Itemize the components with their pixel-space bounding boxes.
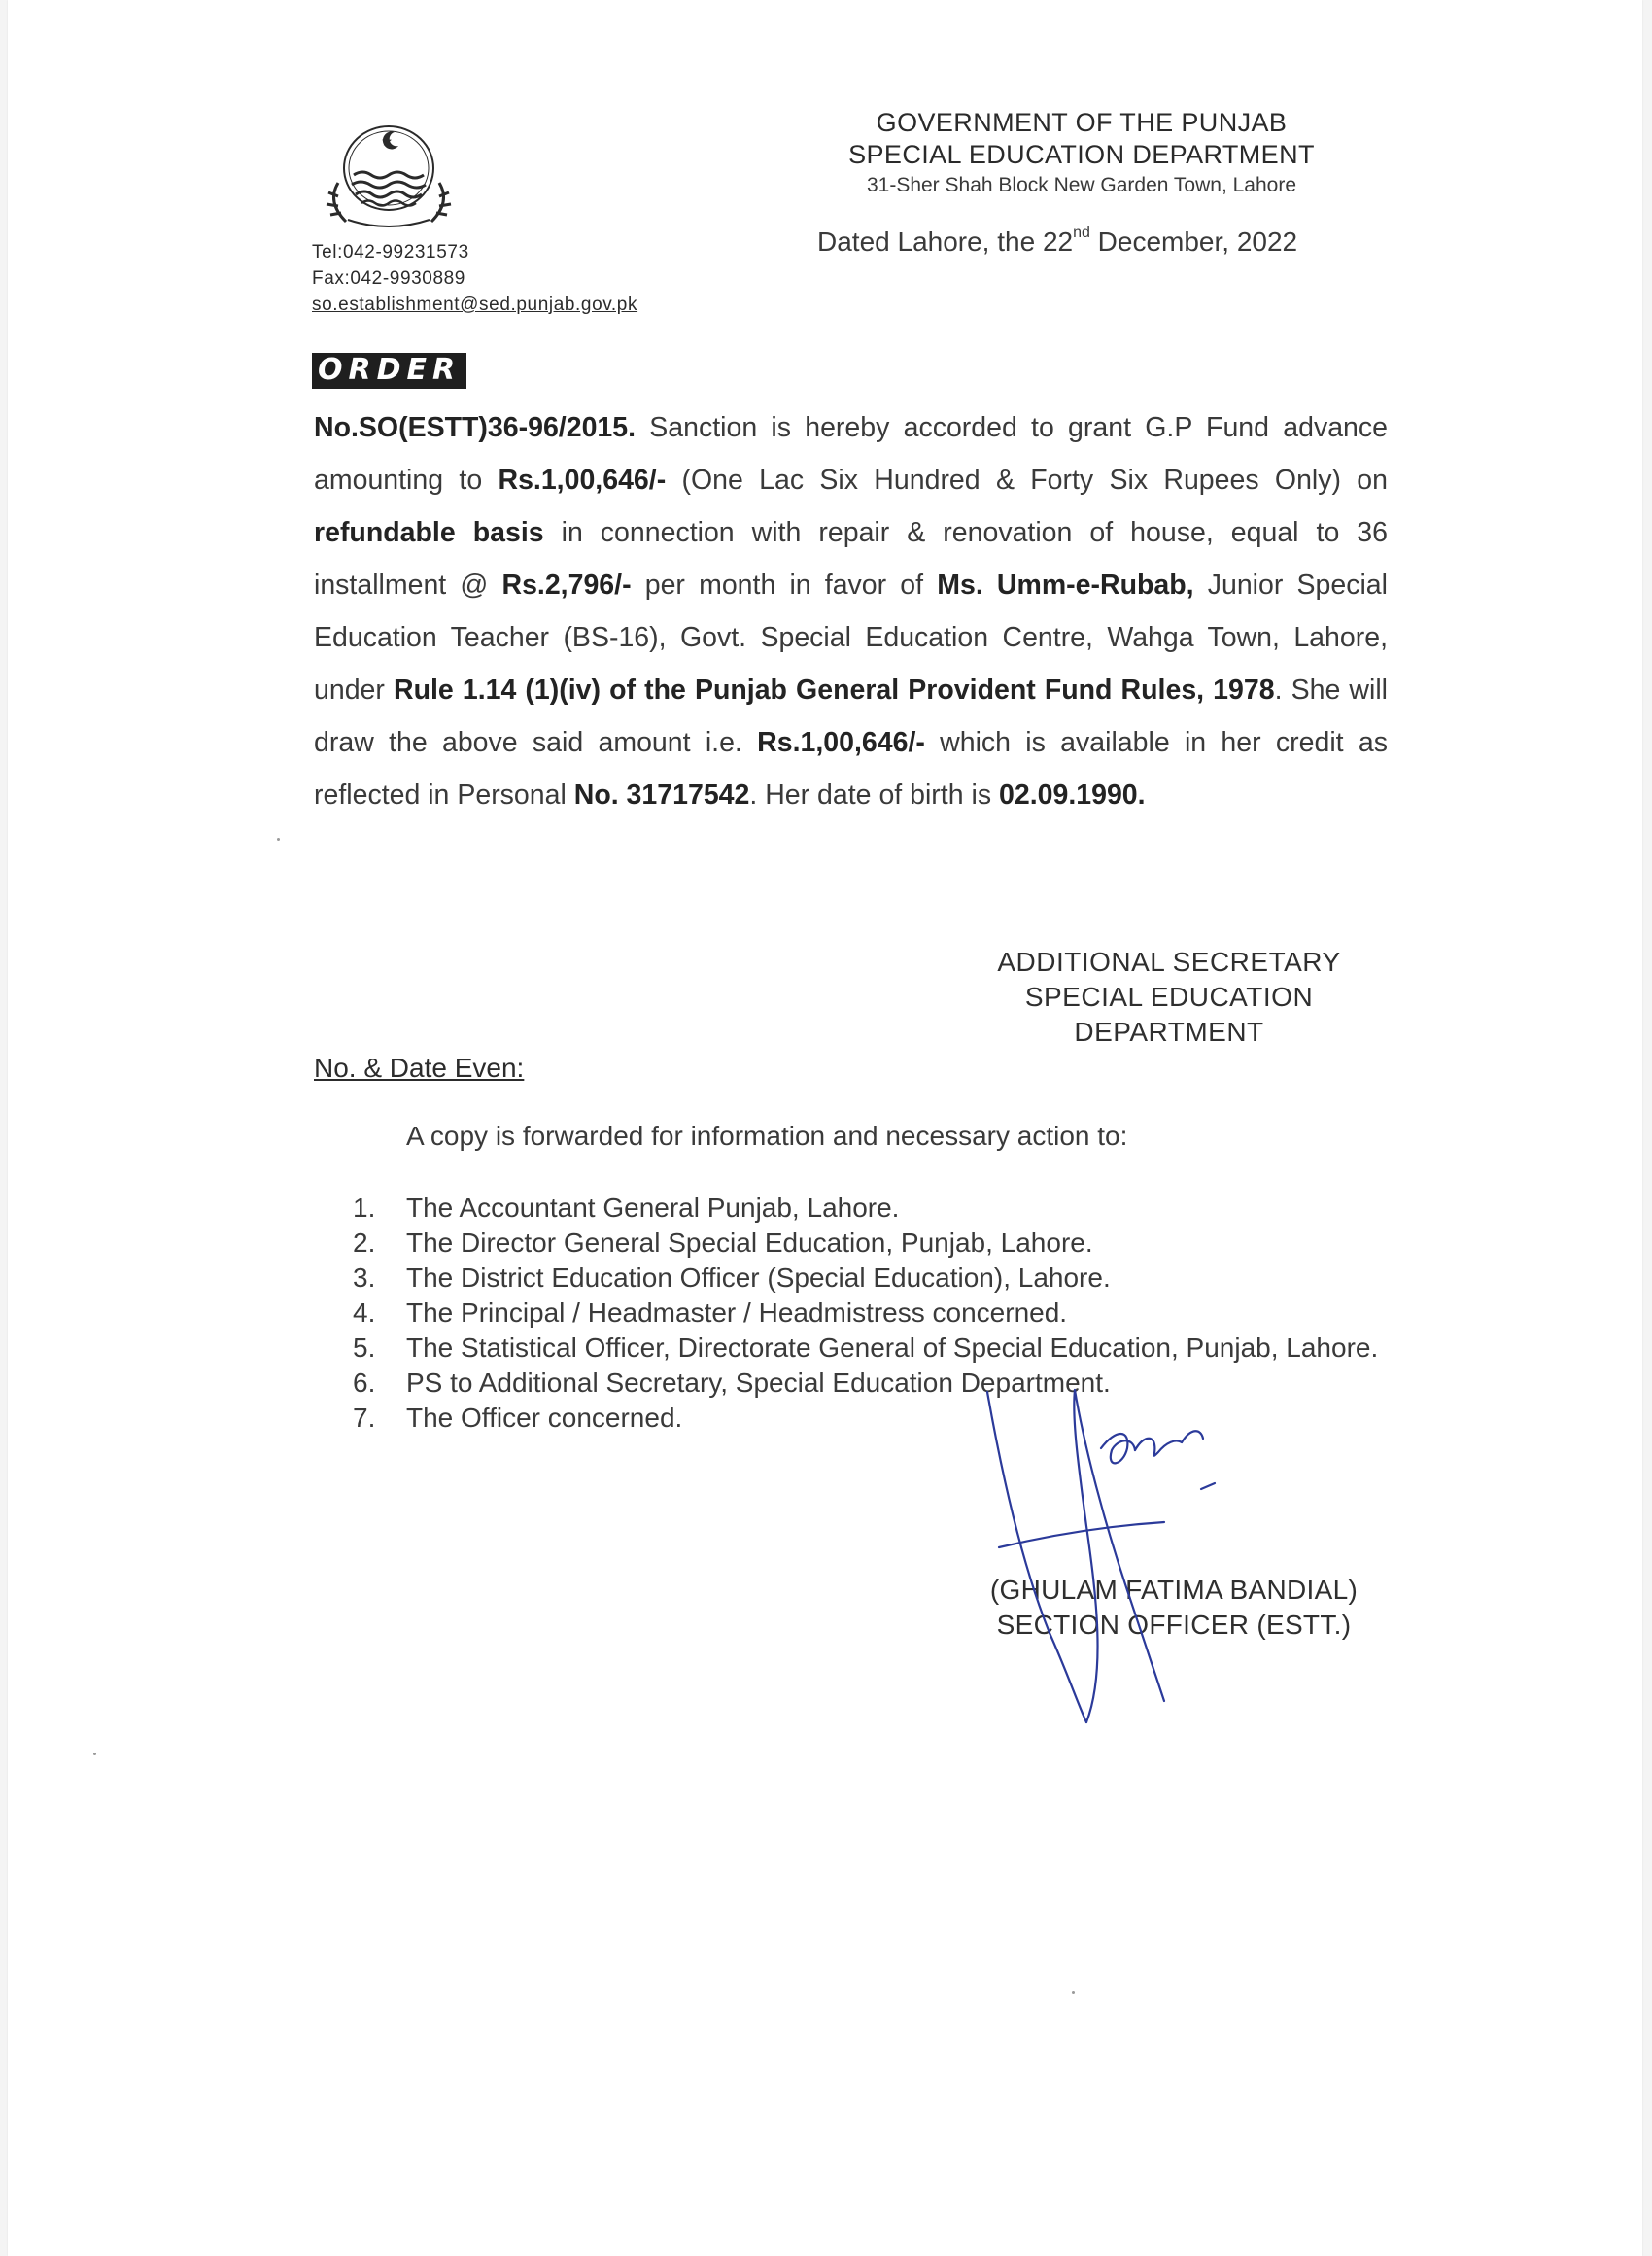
list-number: 4. <box>353 1298 376 1328</box>
rule-reference: Rule 1.14 (1)(iv) of the Punjab General Provident Fund Rules, 1978 <box>394 675 1275 706</box>
list-item <box>353 1191 1393 1226</box>
employee-name: Ms. Umm-e-Rubab, <box>937 570 1194 601</box>
refundable-basis: refundable basis <box>314 517 544 548</box>
dated-line <box>817 226 1297 258</box>
body-text: Junior Special Education Teacher (BS-16), Govt. Special Education Centre, Wahga Town, Lahore, under <box>314 570 1388 706</box>
list-text: The District Education Officer (Special Education), Lahore. <box>406 1263 1111 1293</box>
list-number: 1. <box>353 1193 376 1223</box>
officer-designation: SECTION OFFICER (ESTT.) <box>996 1610 1352 1640</box>
list-text: PS to Additional Secretary, Special Education Department. <box>406 1368 1111 1398</box>
installment-amount: Rs.2,796/- <box>501 570 632 601</box>
additional-secretary-line2: SPECIAL EDUCATION <box>1024 982 1314 1012</box>
copy-forwarded-line: A copy is forwarded for information and necessary action to: <box>406 1121 1128 1151</box>
date-of-birth: 02.09.1990. <box>999 780 1146 811</box>
additional-secretary-line1: ADDITIONAL SECRETARY <box>997 947 1341 977</box>
reference-number: No.SO(ESTT)36-96/2015. <box>314 412 637 443</box>
list-text: The Statistical Officer, Directorate General of Special Education, Punjab, Lahore. <box>406 1333 1379 1363</box>
list-text: The Accountant General Punjab, Lahore. <box>406 1193 900 1223</box>
department-heading <box>805 107 1359 200</box>
no-date-even-heading: No. & Date Even: <box>314 1053 525 1083</box>
scan-speck <box>1072 1991 1075 1994</box>
list-item <box>353 1226 1393 1261</box>
body-text: which is available in her credit as reflected in Personal <box>314 727 1388 811</box>
scan-speck <box>93 1753 96 1755</box>
advance-amount: Rs.1,00,646/- <box>498 465 667 496</box>
list-item <box>353 1331 1393 1366</box>
personal-number: No. 31717542 <box>573 780 750 811</box>
list-text: The Director General Special Education, Punjab, Lahore. <box>406 1228 1093 1258</box>
list-number: 5. <box>353 1333 376 1363</box>
additional-secretary-block <box>965 945 1373 1050</box>
draw-amount: Rs.1,00,646/- <box>757 727 925 758</box>
telephone: Tel:042-99231573 <box>312 242 469 262</box>
body-text: in connection with repair & renovation of house, equal to 36 installment @ <box>314 517 1389 601</box>
body-text: . She will draw the above said amount i.e. <box>314 675 1388 758</box>
list-number: 7. <box>353 1403 376 1433</box>
body-text: (One Lac Six Hundred & Forty Six Rupees Only) on <box>666 465 1389 496</box>
officer-name: (GHULAM FATIMA BANDIAL) <box>989 1575 1359 1605</box>
contact-block <box>312 239 637 318</box>
department-title: SPECIAL EDUCATION DEPARTMENT <box>848 140 1315 169</box>
order-body <box>314 401 1388 821</box>
body-text: . Her date of birth is <box>749 780 999 811</box>
dated-ordinal: nd <box>1073 224 1090 241</box>
list-item <box>353 1296 1393 1331</box>
dated-suffix: December, 2022 <box>1089 226 1298 257</box>
order-label: ORDER <box>312 353 466 389</box>
list-item <box>353 1261 1393 1296</box>
list-text: The Officer concerned. <box>406 1403 683 1433</box>
document-page <box>8 0 1642 2256</box>
body-text: Sanction is hereby accorded to grant G.P Fund advance amounting to <box>314 412 1388 496</box>
government-title: GOVERNMENT OF THE PUNJAB <box>876 108 1288 137</box>
additional-secretary-line3: DEPARTMENT <box>1074 1017 1264 1047</box>
punjab-government-logo <box>319 115 460 231</box>
list-number: 3. <box>353 1263 376 1293</box>
department-address: 31-Sher Shah Block New Garden Town, Lahore <box>866 174 1297 196</box>
scan-speck <box>277 838 280 841</box>
list-number: 6. <box>353 1368 376 1398</box>
body-text: per month in favor of <box>631 570 938 601</box>
dated-prefix: Dated Lahore, the 22 <box>817 226 1074 257</box>
list-text: The Principal / Headmaster / Headmistress concerned. <box>406 1298 1068 1328</box>
list-number: 2. <box>353 1228 376 1258</box>
fax: Fax:042-9930889 <box>312 268 465 289</box>
email-link[interactable]: so.establishment@sed.punjab.gov.pk <box>312 295 638 315</box>
handwritten-signature <box>960 1380 1271 1750</box>
